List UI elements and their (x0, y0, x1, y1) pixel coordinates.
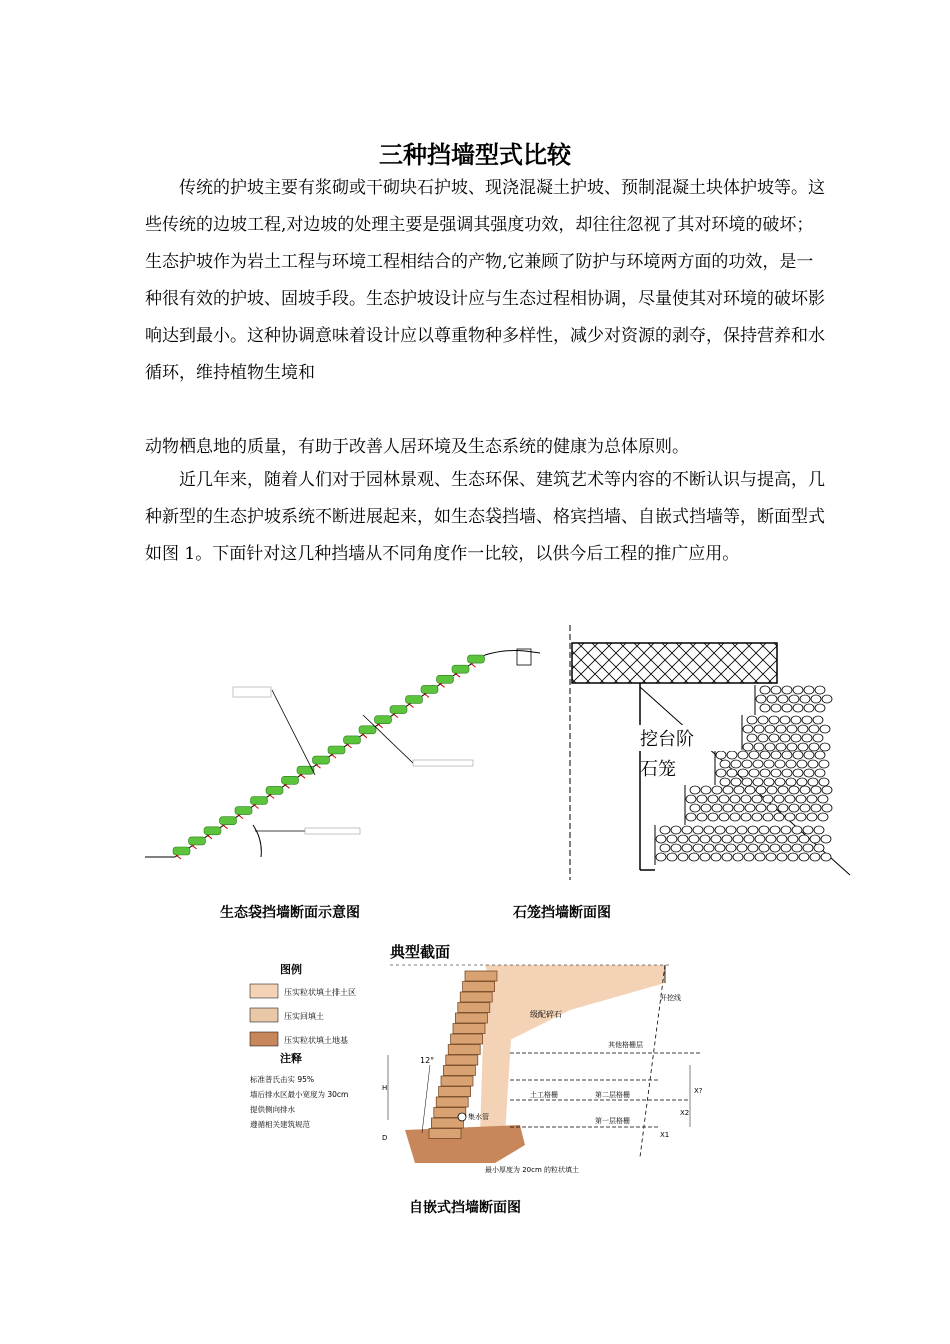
gabion-stone (767, 695, 777, 703)
caption-segmental: 自嵌式挡墙断面图 (409, 1200, 521, 1216)
gabion-stone (690, 786, 700, 794)
gabion-stone (731, 778, 741, 786)
anchor-pin (285, 784, 290, 788)
eco-bag (251, 797, 268, 805)
gabion-stone (756, 695, 766, 703)
eco-bag (375, 716, 392, 724)
gabion-stone (778, 695, 788, 703)
gabion-stone (660, 826, 670, 834)
gabion-stone (804, 769, 814, 777)
eco-bag (452, 665, 469, 673)
gabion-stone (733, 853, 743, 861)
gabion-stone (786, 760, 796, 768)
foundation-fill (405, 1125, 525, 1163)
gabion-stone (791, 716, 801, 724)
h-label: H (382, 1084, 388, 1092)
min-fill-label: 最小厚度为 20cm 的粒状填土 (485, 1166, 580, 1174)
gabion-stone (793, 704, 803, 712)
gabion-stone (678, 853, 688, 861)
anchor-pin (238, 815, 243, 819)
gabion-stone (777, 835, 787, 843)
note-3: 提供侧向排水 (250, 1105, 295, 1114)
anchor-pin (254, 805, 259, 809)
drain-pipe-icon (458, 1113, 466, 1121)
gabion-stone (760, 704, 770, 712)
gabion-stone (797, 760, 807, 768)
gabion-stone (723, 786, 733, 794)
wall-block (436, 1097, 468, 1107)
gabion-stone (656, 853, 666, 861)
eco-bag (421, 685, 438, 693)
gabion-stone (820, 725, 830, 733)
gabion-stone (745, 786, 755, 794)
gabion-stone (704, 826, 714, 834)
gabion-stone (769, 734, 779, 742)
gabion-stone (782, 704, 792, 712)
gabion-stone (754, 725, 764, 733)
eco-bag (344, 736, 361, 744)
gabion-stone (803, 844, 813, 852)
gabion-stone (742, 760, 752, 768)
eco-bag (437, 675, 454, 683)
gabion-stone (726, 826, 736, 834)
notes-title: 注释 (280, 1052, 302, 1065)
gabion-stone (700, 835, 710, 843)
gabion-stone (810, 835, 820, 843)
gabion-stone (693, 844, 703, 852)
gabion-stone (782, 769, 792, 777)
drain-label: 集水管 (468, 1113, 489, 1121)
gabion-stone (734, 804, 744, 812)
gabion-stone (770, 844, 780, 852)
gabion-stone (804, 751, 814, 759)
gabion-stone (787, 743, 797, 751)
anchor-pin (223, 825, 228, 829)
gabion-stone (811, 786, 821, 794)
gabion-stone (814, 844, 824, 852)
gabion-wall-figure (560, 625, 860, 880)
gabion-stone (791, 734, 801, 742)
gabion-stone (748, 826, 758, 834)
gabion-stone (764, 778, 774, 786)
page-title: 三种挡墙型式比较 (379, 141, 571, 169)
gabion-stone (822, 804, 832, 812)
gabion-stone (708, 813, 718, 821)
gabion-stone (759, 826, 769, 834)
gabion-stone (764, 760, 774, 768)
gabion-stone (780, 716, 790, 724)
gabion-stone (752, 795, 762, 803)
eco-bag (266, 786, 283, 794)
eco-bag-wall-figure (145, 635, 545, 885)
gabion-stone (800, 804, 810, 812)
gabion-stone (682, 826, 692, 834)
gabion-stone (747, 716, 757, 724)
gabion-stone (760, 751, 770, 759)
note-2: 墙后排水区最小宽度为 30cm (250, 1090, 349, 1099)
gabion-stone (678, 835, 688, 843)
eco-bag (313, 756, 330, 764)
gabion-stone (760, 686, 770, 694)
eco-bag (468, 655, 485, 663)
wall-block (455, 1013, 487, 1023)
gabion-stone (786, 778, 796, 786)
caption-gabion: 石笼挡墙断面图 (513, 905, 611, 921)
anchor-pin (192, 845, 197, 849)
d-label: D (382, 1134, 388, 1142)
gabion-stone (727, 751, 737, 759)
gabion-stone (819, 760, 829, 768)
eco-bag (359, 726, 376, 734)
gabion-stone (722, 853, 732, 861)
x1-label: X1 (660, 1131, 670, 1139)
gabion-stone (727, 769, 737, 777)
gabion-stone (793, 769, 803, 777)
eco-bag (328, 746, 345, 754)
gabion-stone (776, 743, 786, 751)
gabion-stone (774, 795, 784, 803)
gabion-stone (712, 804, 722, 812)
gabion-stone (720, 760, 730, 768)
gabion-stone (689, 835, 699, 843)
eco-bag (282, 776, 299, 784)
gabion-stone (778, 804, 788, 812)
gabion-stone (787, 725, 797, 733)
gabion-stone (755, 835, 765, 843)
gabion-stone (742, 778, 752, 786)
gabion-stone (796, 795, 806, 803)
gabion-stone (808, 778, 818, 786)
angle-label: 12° (420, 1056, 435, 1065)
gabion-stone (686, 795, 696, 803)
gabion-stone (738, 751, 748, 759)
gabion-stone (667, 853, 677, 861)
paragraph-1: 传统的护坡主要有浆砌或干砌块石护坡、现浇混凝土护坡、预制混凝土块体护坡等。这些传统的边坡工程,对边坡的处理主要是强调其强度功效，却往往忽视了其对环境的破坏；生态护坡作为岩土工程与环境工程相结合的产物,它兼顾了防护与环境两方面的功效，是一种很有效的护坡、固坡手段。生态护坡设计应与生态过程相协调，尽量使其对环境的破坏影响达到最小。这种协调意味着设计应以尊重物种多样性，减少对资源的剥夺，保持营养和水循环，维持植物生境和 (145, 178, 825, 383)
fig3-heading: 典型截面 (390, 943, 451, 961)
legend-item-2: 压实回填土 (284, 1012, 324, 1021)
other-grid-label: 其他格栅层 (608, 1041, 643, 1049)
anchor-pin (269, 794, 274, 798)
gabion-stone (782, 686, 792, 694)
gabion-stone (815, 751, 825, 759)
anchor-pin (347, 744, 352, 748)
eco-bag (220, 817, 237, 825)
gabion-stone (753, 778, 763, 786)
gabion-stone (822, 695, 832, 703)
eco-bag (204, 827, 221, 835)
gabion-stone (793, 751, 803, 759)
paragraph-2: 动物栖息地的质量，有助于改善人居环境及生态系统的健康为总体原则。 (145, 437, 689, 457)
gabion-stone (815, 769, 825, 777)
anchor-pin (471, 663, 476, 667)
eco-bag (173, 847, 190, 855)
gabion-stone (771, 704, 781, 712)
gabion-stone (744, 853, 754, 861)
geogrid-label: 土工格栅 (530, 1091, 558, 1099)
gabion-stone (804, 704, 814, 712)
gabion-stone (821, 835, 831, 843)
gabion-stone (749, 769, 759, 777)
gabion-stone (809, 725, 819, 733)
gabion-stone (715, 844, 725, 852)
gabion-stone (656, 835, 666, 843)
gabion-stone (771, 769, 781, 777)
gabion-stone (796, 813, 806, 821)
gabion-stone (734, 786, 744, 794)
gabion-stone (759, 844, 769, 852)
gabion-stone (818, 795, 828, 803)
gabion-stone (815, 686, 825, 694)
second-grid-label: 第二层格栅 (595, 1091, 630, 1099)
wall-block (465, 971, 497, 981)
wall-block (429, 1129, 461, 1139)
anchor-pin (424, 693, 429, 697)
gabion-stone (701, 786, 711, 794)
anchor-pin (440, 683, 445, 687)
gabion-stone (690, 804, 700, 812)
wall-block (443, 1066, 475, 1076)
first-grid-label: 第一层格栅 (595, 1117, 630, 1125)
gabion-stone (723, 804, 733, 812)
gabion-stone (756, 786, 766, 794)
gabion-stone (766, 835, 776, 843)
gabion-stone (815, 704, 825, 712)
anchor-pin (300, 774, 305, 778)
note-4: 遵循相关建筑规范 (250, 1120, 310, 1129)
anchor-pin (331, 754, 336, 758)
gabion-stone (781, 844, 791, 852)
gabion-stone (800, 695, 810, 703)
wall-block (451, 1034, 483, 1044)
gabion-stone (789, 786, 799, 794)
gabion-stone (712, 786, 722, 794)
gabion-stone (782, 751, 792, 759)
gabion-stone (807, 813, 817, 821)
anchor-pin (455, 673, 460, 677)
gabion-stone (798, 725, 808, 733)
gabion-stone (814, 826, 824, 834)
gabion-stone (747, 734, 757, 742)
gabion-stone (749, 751, 759, 759)
gabion-stone (775, 778, 785, 786)
gabion-stone (799, 853, 809, 861)
gabion-stone (813, 716, 823, 724)
anchor-pin (393, 714, 398, 718)
gabion-stone (716, 769, 726, 777)
paragraph-3: 近几年来，随着人们对于园林景观、生态环保、建筑艺术等内容的不断认识与提高，几种新型的生态护坡系统不断进展起来，如生态袋挡墙、格宾挡墙、自嵌式挡墙等，断面型式如图 1。下面针对这几种挡墙从不同角度作一比较，以供今后工程的推广应用。 (145, 470, 825, 564)
gabion-stone (778, 786, 788, 794)
gabion-stone (770, 826, 780, 834)
gabion-stone (730, 795, 740, 803)
cage-label: 石笼 (640, 759, 676, 780)
gabion-stone (769, 716, 779, 724)
anchor-pin (362, 734, 367, 738)
gabion-stone (799, 835, 809, 843)
gabion-stone (763, 795, 773, 803)
gabion-stone (800, 786, 810, 794)
gabion-stone (797, 778, 807, 786)
gabion-stone (766, 853, 776, 861)
gabion-stone (697, 795, 707, 803)
gabion-stone (738, 769, 748, 777)
gabion-stone (804, 686, 814, 694)
gabion-stone (807, 795, 817, 803)
gabion-stone (700, 853, 710, 861)
eco-bag (390, 706, 407, 714)
gabion-stone (798, 743, 808, 751)
gabion-stone (792, 826, 802, 834)
note-1: 标准普氏击实 95% (250, 1075, 315, 1084)
gabion-stone (711, 835, 721, 843)
gabion-stone (789, 695, 799, 703)
gabion-stone (667, 835, 677, 843)
gabion-stone (754, 743, 764, 751)
anchor-pin (409, 704, 414, 708)
anchor-pin (316, 764, 321, 768)
gabion-stone (813, 734, 823, 742)
segmental-wall-figure (240, 935, 710, 1180)
gabion-stone (689, 853, 699, 861)
anchor-pin (176, 855, 181, 859)
gabion-stone (780, 734, 790, 742)
gabion-stone (818, 813, 828, 821)
gabion-stone (811, 804, 821, 812)
gabion-stone (760, 769, 770, 777)
gabion-stone (741, 795, 751, 803)
legend-swatch-1 (250, 984, 278, 998)
gabion-stone (737, 844, 747, 852)
gabion-stone (785, 813, 795, 821)
gabion-stone (758, 716, 768, 724)
gabion-stone (775, 760, 785, 768)
gabion-stone (701, 804, 711, 812)
wall-block (439, 1087, 471, 1097)
gabion-stone (776, 725, 786, 733)
gabion-stone (820, 743, 830, 751)
gabion-stone (793, 686, 803, 694)
eco-bag (406, 696, 423, 704)
gabion-stone (660, 844, 670, 852)
gabion-stone (743, 725, 753, 733)
gabion-stone (744, 835, 754, 843)
gabion-stone (789, 804, 799, 812)
gabion-stone (671, 844, 681, 852)
gabion-stone (774, 813, 784, 821)
gabion-stone (771, 751, 781, 759)
anchor-pin (378, 724, 383, 728)
gabion-stone (715, 826, 725, 834)
gabion-stone (708, 795, 718, 803)
legend-title: 图例 (280, 963, 302, 976)
caption-eco-bag: 生态袋挡墙断面示意图 (220, 905, 360, 921)
gabion-stone (726, 844, 736, 852)
gabion-stone (731, 760, 741, 768)
gabion-stone (792, 844, 802, 852)
gravel-label: 级配碎石 (530, 1010, 562, 1019)
gabion-stone (809, 743, 819, 751)
gabion-stone (711, 853, 721, 861)
wall-block (448, 1045, 480, 1055)
gabion-stone (808, 760, 818, 768)
gabion-stone (741, 813, 751, 821)
gabion-stone (671, 826, 681, 834)
excavation-label: 开挖线 (660, 994, 681, 1002)
gabion-stone (745, 804, 755, 812)
gabion-stone (697, 813, 707, 821)
gabion-stone (748, 844, 758, 852)
gabion-stone (767, 786, 777, 794)
gabion-stone (719, 813, 729, 821)
legend-swatch-3 (250, 1032, 278, 1046)
wall-block (460, 992, 492, 1002)
gabion-stone (682, 844, 692, 852)
gabion-stone (743, 743, 753, 751)
gabion-stone (686, 813, 696, 821)
legend-swatch-2 (250, 1008, 278, 1022)
gabion-stone (730, 813, 740, 821)
wall-block (463, 982, 495, 992)
gabion-stone (763, 813, 773, 821)
gabion-stone (822, 786, 832, 794)
gabion-stone (756, 804, 766, 812)
gabion-stone (785, 795, 795, 803)
gabion-stone (777, 853, 787, 861)
gabion-stone (722, 835, 732, 843)
gabion-stone (819, 778, 829, 786)
gabion-stone (716, 751, 726, 759)
eco-bag (235, 807, 252, 815)
step-label: 挖台阶 (640, 729, 694, 750)
gabion-stone (704, 844, 714, 852)
gabion-stone (752, 813, 762, 821)
gabion-stone (788, 835, 798, 843)
gabion-stone (733, 835, 743, 843)
wall-block (446, 1055, 478, 1065)
gabion-stone (719, 795, 729, 803)
gabion-stone (765, 743, 775, 751)
wall-block (458, 1003, 490, 1013)
gabion-stone (720, 778, 730, 786)
gabion-stone (758, 734, 768, 742)
gabion-stone (811, 695, 821, 703)
wall-block (453, 1024, 485, 1034)
x2-label: X2 (680, 1109, 690, 1117)
gabion-stone (781, 826, 791, 834)
eco-bag (189, 837, 206, 845)
gabion-stone (753, 760, 763, 768)
legend-item-3: 压实粒状填土地基 (284, 1036, 348, 1045)
gabion-stone (737, 826, 747, 834)
gabion-stone (693, 826, 703, 834)
anchor-pin (207, 835, 212, 839)
gabion-stone (803, 826, 813, 834)
gabion-stone (765, 725, 775, 733)
gabion-stone (802, 716, 812, 724)
wall-block (441, 1076, 473, 1086)
gabion-stone (767, 804, 777, 812)
gabion-stone (771, 686, 781, 694)
gabion-stone (810, 853, 820, 861)
legend-item-1: 压实粒状填土排土区 (284, 988, 356, 997)
gabion-stone (821, 853, 831, 861)
x-label: X? (694, 1087, 703, 1095)
gabion-stone (802, 734, 812, 742)
gabion-stone (755, 853, 765, 861)
gabion-stone (788, 853, 798, 861)
